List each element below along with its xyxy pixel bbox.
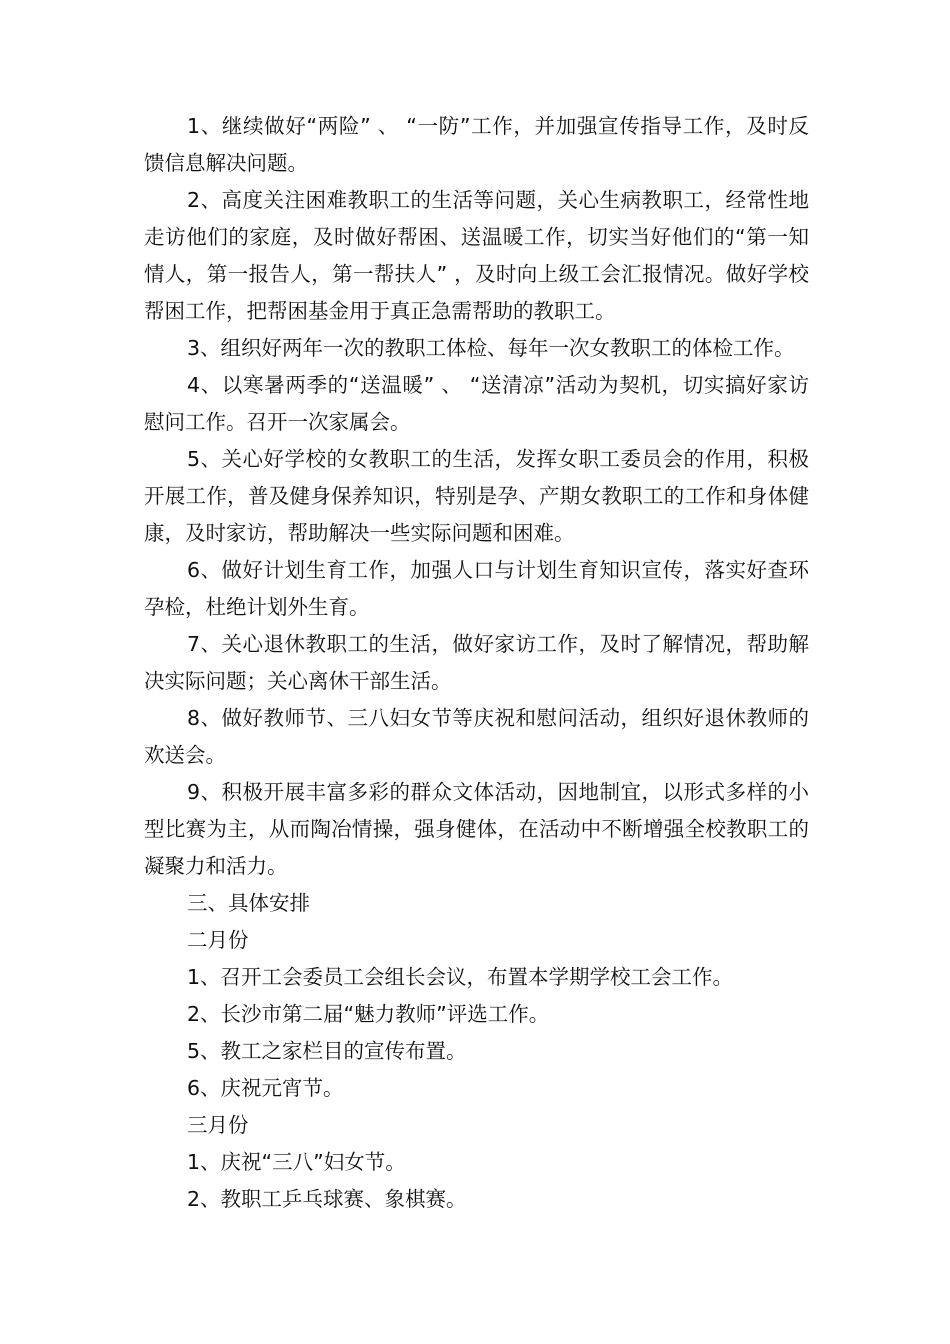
paragraph-item-7: 7、关心退休教职工的生活，做好家访工作，及时了解情况，帮助解决实际问题；关心离休干部生活。 xyxy=(144,632,809,693)
march-item-1: 1、庆祝“三八”妇女节。 xyxy=(187,1150,406,1174)
section-heading: 三、具体安排 xyxy=(187,891,310,915)
document-body xyxy=(144,108,809,1218)
paragraph-item-1: 1、继续做好“两险” 、 “一防”工作，并加强宣传指导工作，及时反馈信息解决问题。 xyxy=(144,114,809,175)
paragraph-item-8: 8、做好教师节、三八妇女节等庆祝和慰问活动，组织好退休教师的欢送会。 xyxy=(144,706,809,767)
february-item-1: 1、召开工会委员工会组长会议，布置本学期学校工会工作。 xyxy=(187,965,734,989)
paragraph-item-5: 5、关心好学校的女教职工的生活，发挥女职工委员会的作用，积极开展工作，普及健身保养知识，特别是孕、产期女教职工的工作和身体健康，及时家访，帮助解决一些实际问题和困难。 xyxy=(144,447,809,545)
march-item-2: 2、教职工乒乓球赛、象棋赛。 xyxy=(187,1187,467,1211)
paragraph-item-9: 9、积极开展丰富多彩的群众文体活动，因地制宜，以形式多样的小型比赛为主，从而陶冶情操，强身健体，在活动中不断增强全校教职工的凝聚力和活力。 xyxy=(144,780,809,878)
paragraph-item-4: 4、以寒暑两季的“送温暖” 、 “送清凉”活动为契机，切实搞好家访慰问工作。召开一次家属会。 xyxy=(144,373,809,434)
paragraph-item-2: 2、高度关注困难教职工的生活等问题，关心生病教职工，经常性地走访他们的家庭，及时做好帮困、送温暖工作，切实当好他们的“第一知情人，第一报告人，第一帮扶人” ，及时向上级工会汇报情况。做好学校帮困工作，把帮困基金用于真正急需帮助的教职工。 xyxy=(144,188,809,323)
february-item-5: 5、教工之家栏目的宣传布置。 xyxy=(187,1039,467,1063)
paragraph-item-6: 6、做好计划生育工作，加强人口与计划生育知识宣传，落实好查环孕检，杜绝计划外生育。 xyxy=(144,558,809,619)
paragraph-item-3: 3、组织好两年一次的教职工体检、每年一次女教职工的体检工作。 xyxy=(187,336,795,360)
month-heading-february: 二月份 xyxy=(187,928,249,952)
february-item-6: 6、庆祝元宵节。 xyxy=(187,1076,344,1100)
february-item-2: 2、长沙市第二届“魅力教师”评选工作。 xyxy=(187,1002,550,1026)
month-heading-march: 三月份 xyxy=(187,1113,249,1137)
